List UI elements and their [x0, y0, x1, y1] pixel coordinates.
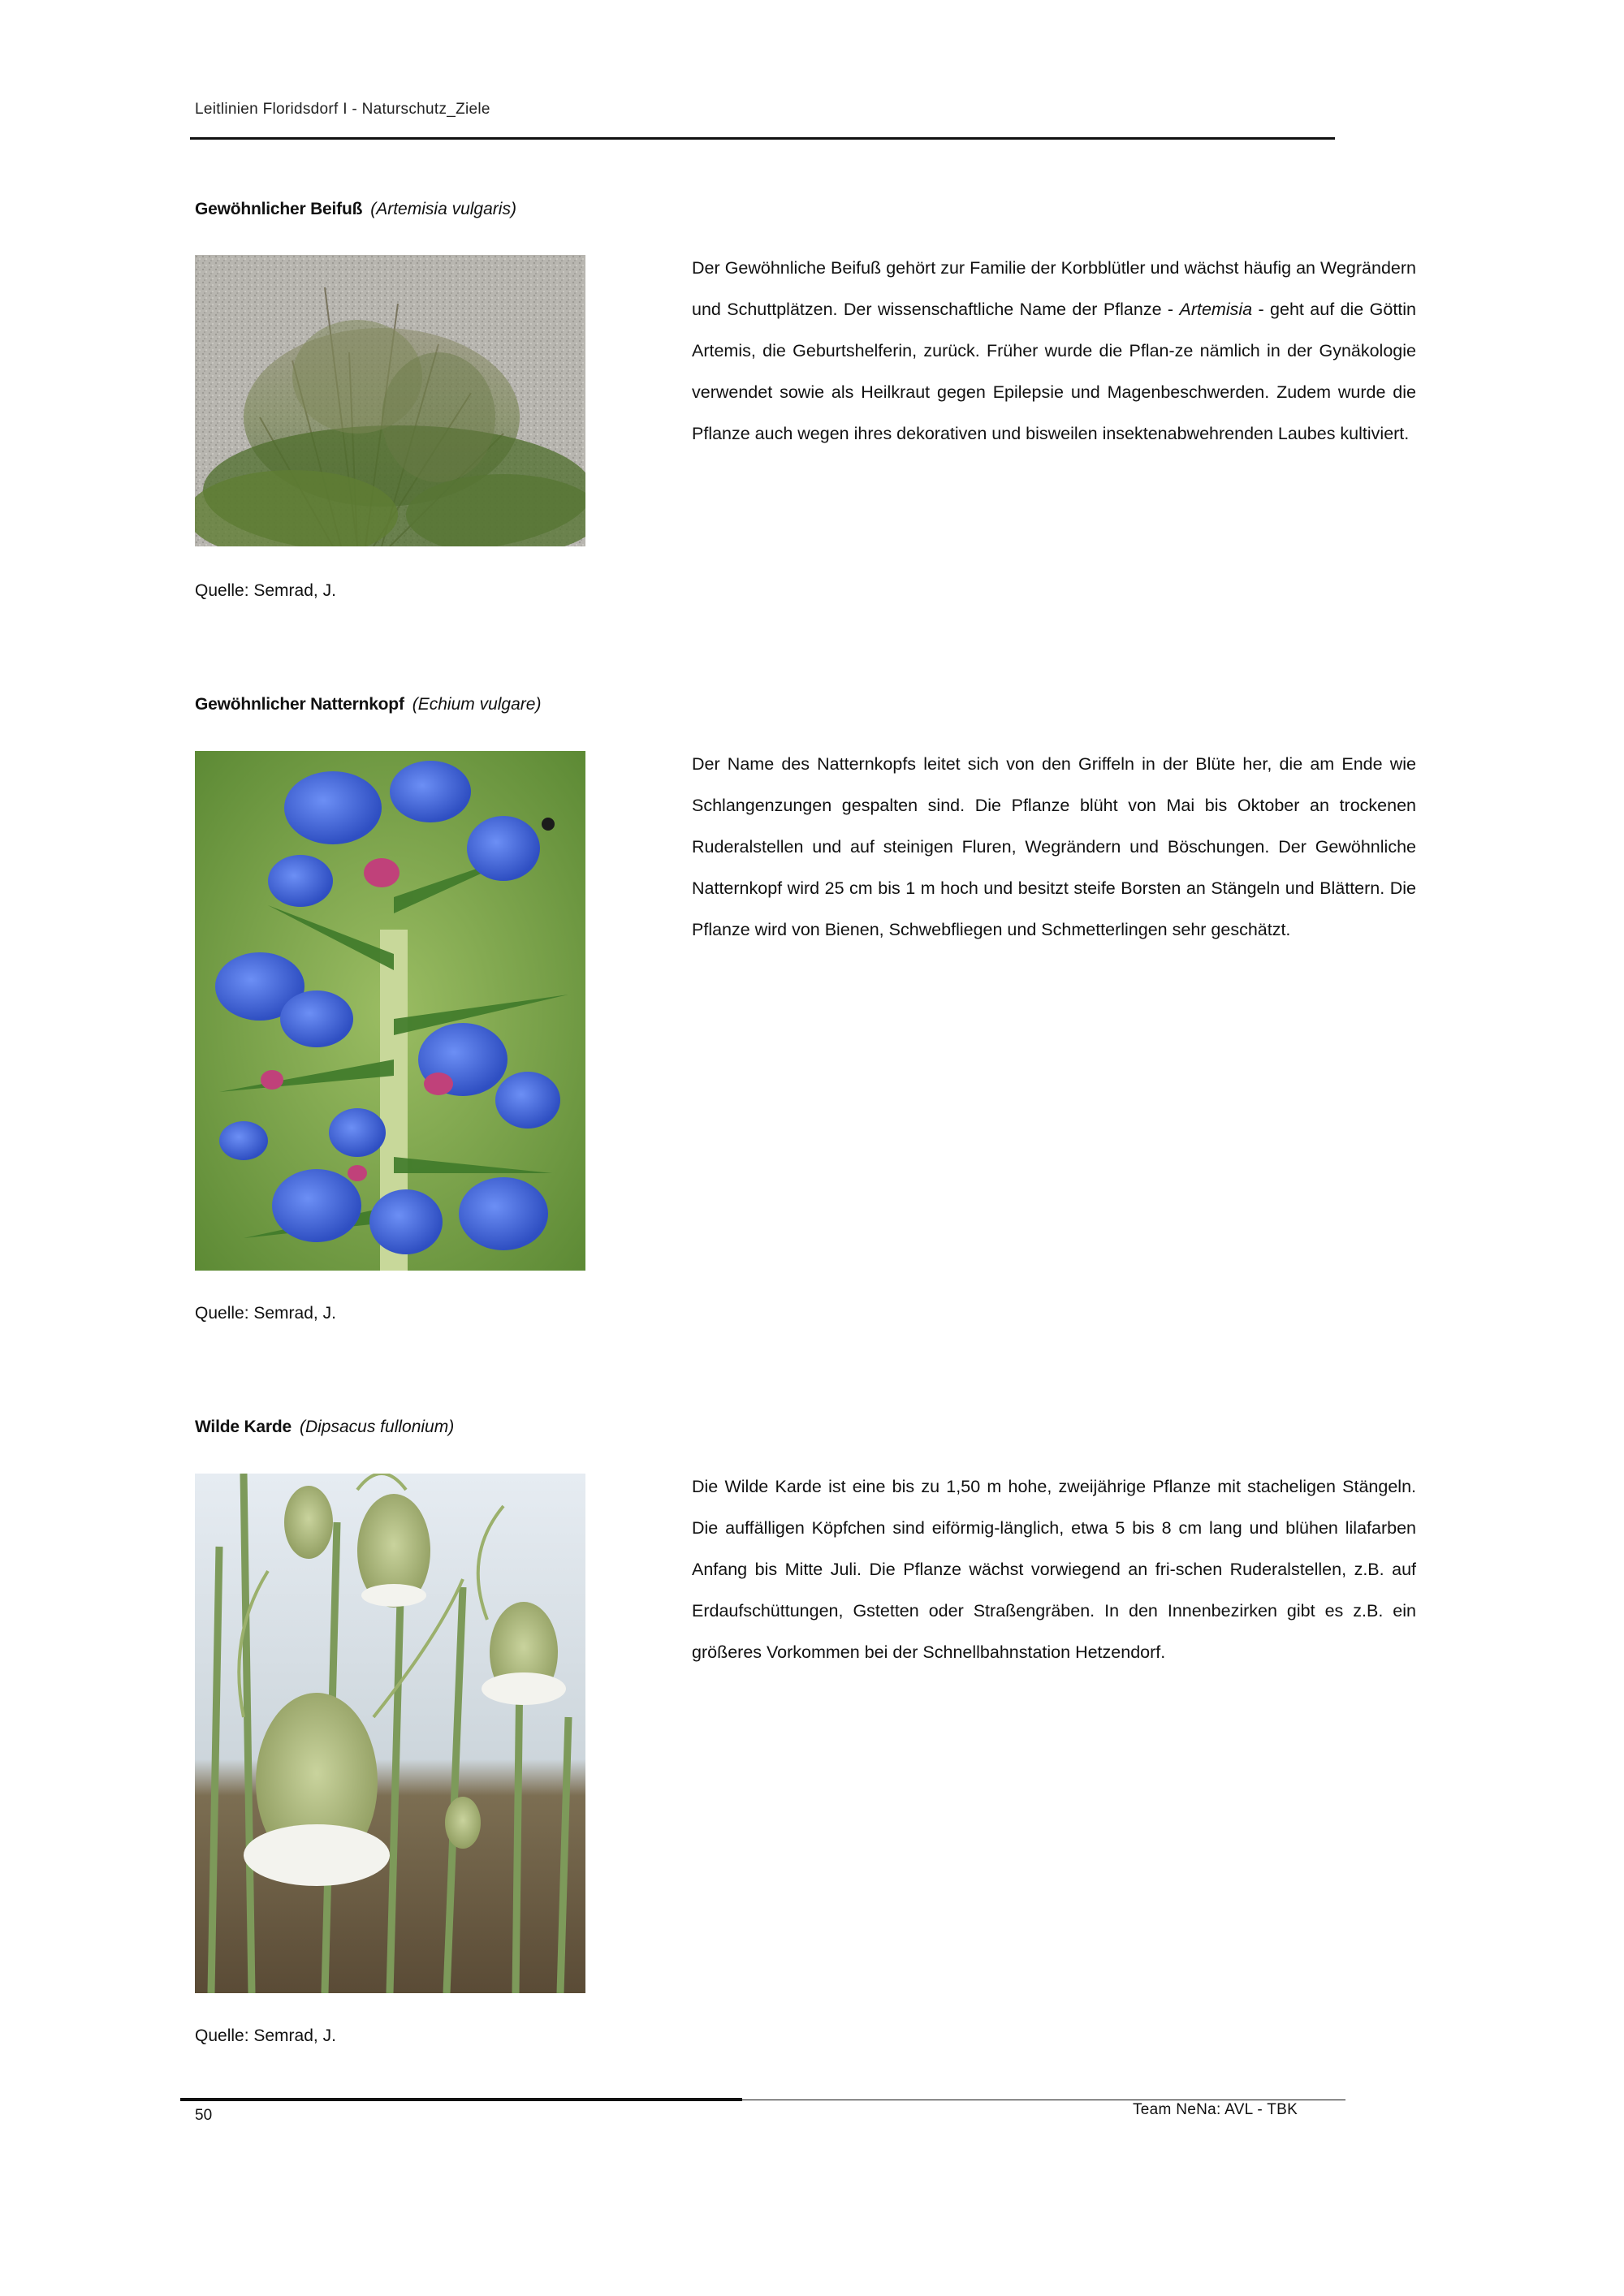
header-divider — [190, 137, 1335, 140]
running-header: Leitlinien Floridsdorf I - Naturschutz_Ziele — [195, 101, 490, 118]
description-beifuss — [692, 248, 1416, 455]
photo-vipers-bugloss — [195, 751, 585, 1271]
photo-credit: Quelle: Semrad, J. — [195, 2026, 336, 2045]
description-karde: Die Wilde Karde ist eine bis zu 1,50 m hohe, zweijährige Pflanze mit stacheligen Stängeln. Die auffälligen Köpfchen sind eiförmig-länglich, etwa 5 bis 8 cm lang und blühen lilafarben Anfang bis Mitte Juli. Die Pflanze wächst vorwiegend an fri-schen Ruderalstellen, z.B. auf Erdaufschüttungen, Gstetten oder Straßengräben. In den Innenbezirken gibt es z.B. ein größeres Vorkommen bei der Schnellbahnstation Hetzendorf. — [692, 1477, 1416, 1662]
photo-credit: Quelle: Semrad, J. — [195, 1304, 336, 1323]
common-name: Gewöhnlicher Natternkopf — [195, 695, 404, 714]
photo-teasel — [195, 1474, 585, 1993]
section-title-beifuss — [195, 200, 516, 219]
description-text: Der Gewöhnliche Beifuß gehört zur Familie der Korbblütler und wächst häufig an Wegrändern und Schuttplätzen. Der wissenschaftliche Name der Pflanze - — [692, 258, 1416, 319]
section-title-karde — [195, 1418, 454, 1437]
description-text: - geht auf die Göttin Artemis, die Geburtshelferin, zurück. Früher wurde die Pflan-ze nämlich in der Gynäkologie verwendet sowie als Heilkraut gegen Epilepsie und Magenbeschwerden. Zudem wurde die Pflanze auch wegen ihres dekorativen und bisweilen insektenabwehrenden Laubes kultiviert. — [692, 300, 1417, 443]
footer-team: Team NeNa: AVL - TBK — [1133, 2101, 1298, 2118]
footer-divider-accent — [180, 2098, 742, 2101]
photo-mugwort — [195, 255, 585, 546]
description-italic-term: Artemisia — [1179, 300, 1253, 319]
section-title-natternkopf — [195, 695, 541, 714]
common-name: Gewöhnlicher Beifuß — [195, 200, 363, 218]
common-name: Wilde Karde — [195, 1418, 292, 1436]
latin-name: (Artemisia vulgaris) — [370, 200, 516, 218]
page-number: 50 — [195, 2107, 213, 2124]
latin-name: (Echium vulgare) — [412, 695, 542, 714]
description-natternkopf: Der Name des Natternkopfs leitet sich von den Griffeln in der Blüte her, die am Ende wie Schlangenzungen gespalten sind. Die Pflanze blüht von Mai bis Oktober an trockenen Ruderalstellen und auf steinigen Fluren, Wegrändern und Böschungen. Der Gewöhnliche Natternkopf wird 25 cm bis 1 m hoch und besitzt steife Borsten an Stängeln und Blättern. Die Pflanze wird von Bienen, Schwebfliegen und Schmetterlingen sehr geschätzt. — [692, 754, 1416, 939]
latin-name: (Dipsacus fullonium) — [299, 1418, 455, 1436]
photo-credit: Quelle: Semrad, J. — [195, 581, 336, 600]
